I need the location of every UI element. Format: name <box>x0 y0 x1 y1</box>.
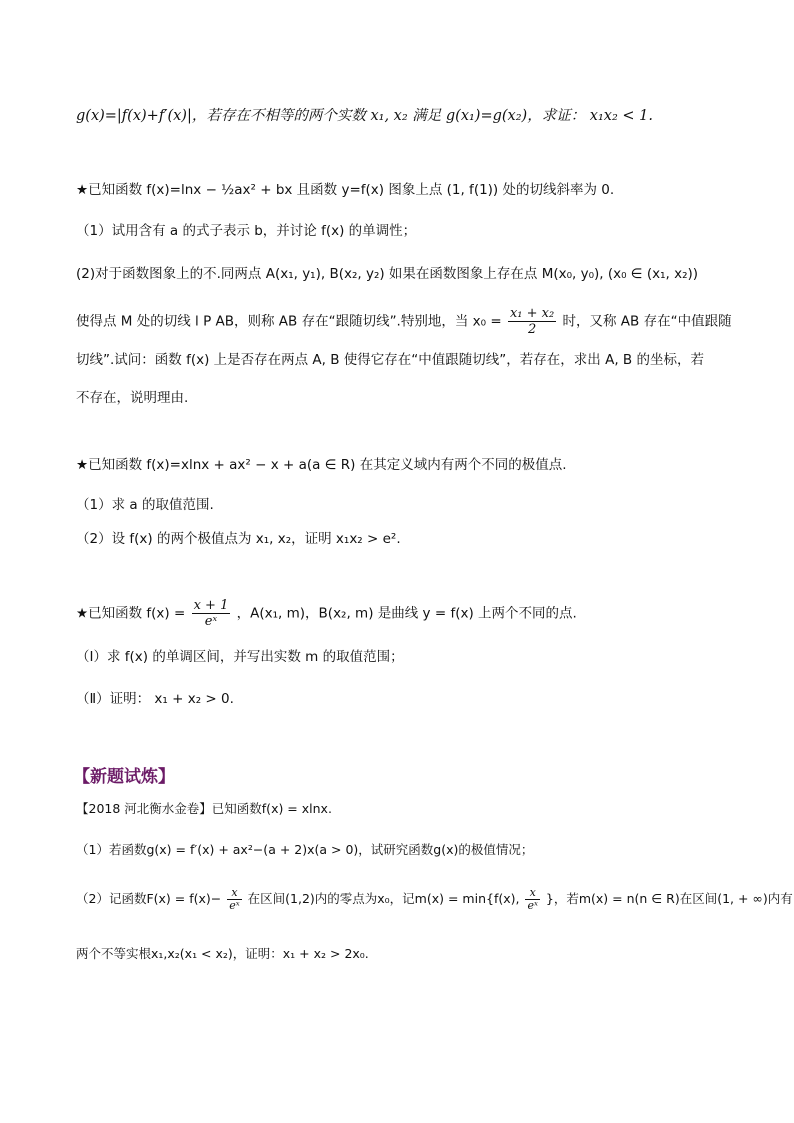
text-l4: (2)对于函数图象上的不.同两点 A(x₁, y₁), B(x₂, y₂) 如果在函数图象上存在点 M(x₀, y₀), (x₀ ∈ (x₁, x₂)) <box>76 266 699 282</box>
fraction-denominator: eˣ <box>527 899 538 912</box>
fraction-denominator: eˣ <box>204 614 218 629</box>
problem-2-part-2-line-4 <box>76 388 744 408</box>
text-l7: 不存在，说明理由. <box>76 390 189 406</box>
new-problem-part-2-line-2 <box>76 944 744 964</box>
text-l13: （Ⅱ）证明： x₁ + x₂ > 0. <box>76 691 234 707</box>
fraction-numerator: x <box>525 887 539 900</box>
text-l6: 切线”.试问：函数 f(x) 上是否存在两点 A, B 使得它存在“中值跟随切线”，若存在，求出 A, B 的坐标，若 <box>76 352 704 368</box>
fraction-denominator: eˣ <box>229 899 240 912</box>
fraction-midpoint <box>508 306 556 337</box>
text-l12: （Ⅰ）求 f(x) 的单调区间，并写出实数 m 的取值范围； <box>76 649 404 665</box>
fraction-numerator: x₁ + x₂ <box>509 306 555 321</box>
problem-3-statement <box>76 455 744 475</box>
fraction-denominator: 2 <box>527 322 537 337</box>
text-l2: ★已知函数 f(x)=lnx − ½ax² + bx 且函数 y=f(x) 图象上点 (1, f(1)) 处的切线斜率为 0. <box>76 182 615 198</box>
section-heading: 【新题试炼】 <box>73 767 175 787</box>
text-l10: （2）设 f(x) 的两个极值点为 x₁, x₂，证明 x₁x₂ > e². <box>76 531 401 547</box>
problem-2-statement <box>76 180 744 200</box>
text-l14: 【2018 河北衡水金卷】已知函数f(x) = xlnx. <box>76 801 332 816</box>
text-l16b: 在区间(1,2)内的零点为x₀，记m(x) = min{f(x), <box>247 891 520 906</box>
problem-4-part-1 <box>76 647 744 667</box>
problem-4-statement <box>76 598 744 629</box>
text-l15: （1）若函数g(x) = f′(x) + ax²−(a + 2)x(a > 0)，试研究函数g(x)的极值情况； <box>76 842 534 857</box>
problem-2-part-2-line-3 <box>76 350 744 370</box>
fraction-numerator: x <box>227 887 241 900</box>
text-l11a: ★已知函数 f(x) = <box>76 605 186 622</box>
problem-2-part-1 <box>76 221 744 241</box>
fraction-f-definition <box>192 598 231 629</box>
text-l5a: 使得点 M 处的切线 l P AB，则称 AB 存在“跟随切线”.特别地，当 x₀ = <box>76 313 502 330</box>
new-problem-part-2-line-1 <box>76 884 793 914</box>
text-l9: （1）求 a 的取值范围. <box>76 497 214 513</box>
problem-2-part-2-line-2 <box>76 306 744 337</box>
text-l1: g(x)=|f(x)+f′(x)|，若存在不相等的两个实数 x₁, x₂ 满足 g(x₁)=g(x₂)，求证： x₁x₂ < 1. <box>76 108 653 124</box>
new-problem-statement <box>76 799 744 819</box>
problem-2-part-2-line-1 <box>76 264 744 284</box>
fraction-x-over-ex <box>227 887 241 912</box>
problem-4-part-2 <box>76 689 744 709</box>
text-l3: （1）试用含有 a 的式子表示 b，并讨论 f(x) 的单调性； <box>76 223 417 239</box>
problem-continuation-line <box>76 106 744 126</box>
new-problem-part-1 <box>76 840 744 860</box>
text-l11b: ，A(x₁, m)，B(x₂, m) 是曲线 y = f(x) 上两个不同的点. <box>236 605 577 622</box>
text-l8: ★已知函数 f(x)=xlnx + ax² − x + a(a ∈ R) 在其定义域内有两个不同的极值点. <box>76 457 567 473</box>
fraction-numerator: x + 1 <box>193 598 229 613</box>
text-l16a: （2）记函数F(x) = f(x)− <box>76 891 222 906</box>
problem-3-part-2 <box>76 529 744 549</box>
fraction-x-over-ex-2 <box>525 887 539 912</box>
text-l5b: 时，又称 AB 存在“中值跟随 <box>562 313 732 330</box>
problem-3-part-1 <box>76 495 744 515</box>
text-l16c: }，若m(x) = n(n ∈ R)在区间(1, + ∞)内有 <box>545 891 793 906</box>
text-l17: 两个不等实根x₁,x₂(x₁ < x₂)，证明：x₁ + x₂ > 2x₀. <box>76 946 369 961</box>
